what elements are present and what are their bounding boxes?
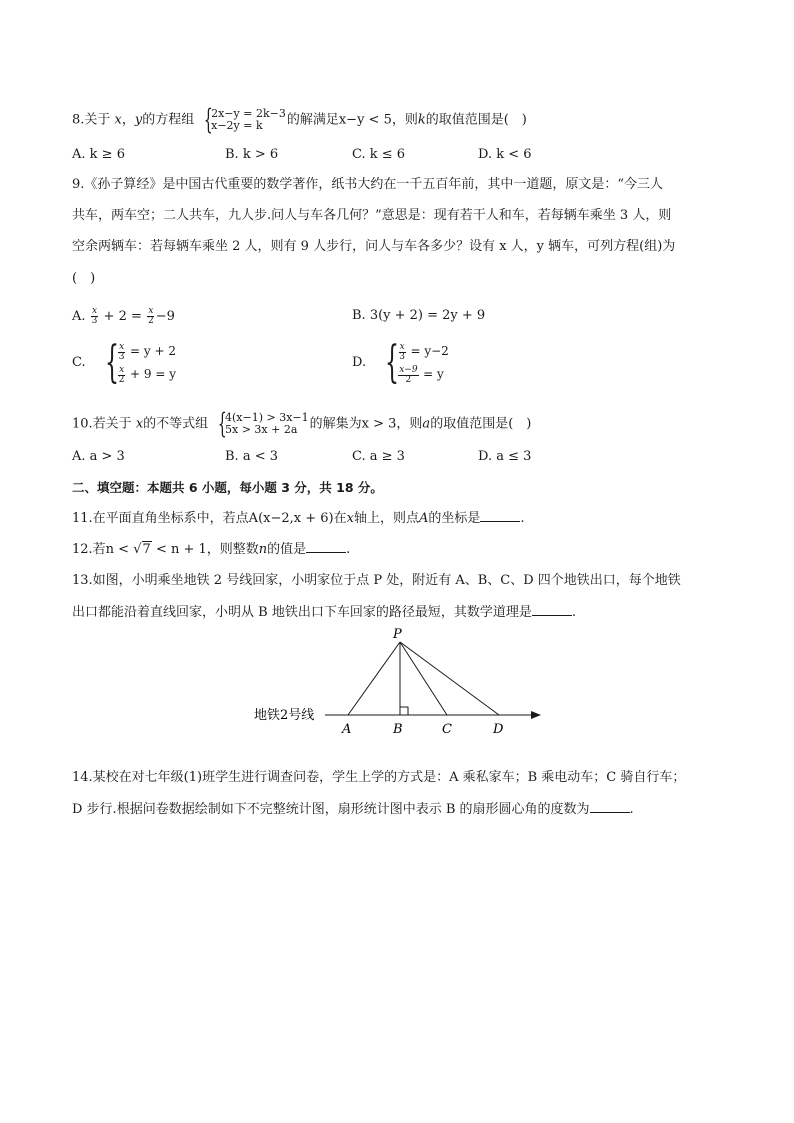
- figure-point-c: C: [442, 722, 452, 737]
- q13-line1: 13.如图，小明乘坐地铁 2 号线回家，小明家位于点 P 处，附近有 A、B、C、D 四个地铁出口，每个地铁: [72, 573, 681, 588]
- section-heading-fill-in: 二、填空题：本题共 6 小题，每小题 3 分，共 18 分。: [72, 480, 383, 495]
- q10-prefix: 10.若关于: [72, 416, 132, 432]
- q13-line2: 出口都能沿着直线回家，小明从 B 地铁出口下车回家的路径最短，其数学道理是 .: [72, 605, 576, 620]
- q12-suffix: 的值是: [267, 542, 307, 557]
- q14-line2-text: D 步行.根据问卷数据绘制如下不完整统计图，扇形统计图中表示 B 的扇形圆心角的度数为: [72, 802, 590, 817]
- q8-suffix2: 的取值范围是( ): [425, 112, 527, 128]
- q10-inequality-system: { 4(x−1) > 3x−1 5x > 3x + 2a: [218, 407, 309, 440]
- q8-var-k: k: [417, 112, 426, 128]
- q13-line2-text: 出口都能沿着直线回家，小明从 B 地铁出口下车回家的路径最短，其数学道理是: [72, 605, 532, 620]
- question-11: 11.在平面直角坐标系中，若点A(x−2,x + 6)在x轴上，则点A的坐标是 .: [72, 511, 525, 526]
- q10-var-x: x: [135, 416, 144, 432]
- q10-eq2: 5x > 3x + 2a: [225, 423, 298, 436]
- q9-choice-a-label: A.: [72, 309, 86, 324]
- q9-choice-d-label: D.: [352, 355, 367, 370]
- q14-line2: D 步行.根据问卷数据绘制如下不完整统计图，扇形统计图中表示 B 的扇形圆心角的度数为 .: [72, 802, 634, 817]
- figure-point-p: P: [393, 627, 402, 642]
- q10-choice-c: C. a ≥ 3: [352, 449, 405, 464]
- q12-sqrt: √7: [133, 542, 151, 557]
- q8-eq1: 2x−y = 2k−3: [211, 107, 286, 120]
- q8-choice-c: C. k ≤ 6: [352, 147, 406, 162]
- q11-suffix: 的坐标是: [428, 511, 481, 526]
- q8-equation-system: { 2x−y = 2k−3 x−2y = k: [204, 103, 286, 136]
- q11-prefix: 11.在平面直角坐标系中，若点A(x−2,x + 6)在: [72, 511, 347, 526]
- q9-c-system: { $\frac{x}{3}$ = y + 2 $\frac{x}{2}$ + 9 = y: [104, 337, 176, 388]
- q8-choice-b: B. k > 6: [225, 147, 279, 162]
- q10-choice-b: B. a < 3: [225, 449, 278, 464]
- q12-prefix: 12.若n <: [72, 542, 130, 557]
- q8-choice-d: D. k < 6: [478, 147, 532, 162]
- q9-a-frac2: $\frac{x}{2}$: [148, 306, 154, 326]
- q11-var-x: x: [346, 511, 354, 526]
- q10-var-a: a: [422, 416, 431, 432]
- q12-var-n: n: [258, 542, 268, 557]
- q10-eq1: 4(x−1) > 3x−1: [225, 411, 309, 424]
- q14-answer-blank[interactable]: [590, 800, 630, 813]
- q8-var-y: y: [134, 112, 143, 128]
- q10-suffix1: 的解集为x > 3，则: [309, 416, 423, 432]
- right-angle-mark: [400, 707, 408, 715]
- q9-line3: 空余两辆车：若每辆车乘坐 2 人，则有 9 人步行，问人与车各多少？设有 x 人，y 辆车，可列方程(组)为: [72, 239, 676, 254]
- q9-choice-b: B. 3(y + 2) = 2y + 9: [352, 308, 486, 323]
- q9-line4: ( ): [72, 271, 96, 286]
- q10-mid: 的不等式组: [143, 416, 209, 432]
- q8-prefix: 8.关于: [72, 112, 111, 128]
- q8-eq2: x−2y = k: [211, 119, 263, 132]
- figure-point-d: D: [493, 722, 504, 737]
- q10-suffix2: 的取值范围是( ): [430, 416, 532, 432]
- figure-point-a: A: [342, 722, 352, 737]
- q11-var-a: A: [418, 511, 429, 526]
- arrow-head-icon: [531, 711, 541, 719]
- q8-var-x: x: [114, 112, 122, 128]
- segment-pa: [348, 642, 400, 715]
- question-12: 12.若n < √7 < n + 1，则整数n的值是 .: [72, 542, 351, 557]
- q14-line1: 14.某校在对七年级(1)班学生进行调查问卷，学生上学的方式是：A 乘私家车；B 乘电动车；C 骑自行车；: [72, 770, 686, 785]
- figure-line-label: 地铁2号线: [254, 708, 315, 723]
- segment-pd: [400, 642, 499, 715]
- figure-point-b: B: [393, 722, 403, 737]
- q10-choice-d: D. a ≤ 3: [478, 449, 532, 464]
- q9-line1: 9.《孙子算经》是中国古代重要的数学著作，纸书大约在一千五百年前，其中一道题，原文是：“今三人: [72, 177, 664, 192]
- q8-sep: ，: [121, 112, 135, 128]
- q9-a-mid: + 2 =: [103, 309, 142, 324]
- q12-mid: < n + 1，则整数: [155, 542, 259, 557]
- q8-mid: 的方程组: [142, 112, 195, 128]
- q8-choice-a: A. k ≥ 6: [72, 147, 125, 162]
- q11-mid: 轴上，则点: [353, 511, 419, 526]
- q8-suffix1: 的解满足x−y < 5，则: [286, 112, 418, 128]
- segment-pc: [400, 642, 447, 715]
- q9-d-system: { $\frac{x}{3}$ = y−2 $\frac{x-9}{2}$ = y: [385, 337, 449, 388]
- q9-a-end: −9: [155, 309, 175, 324]
- q10-choice-a: A. a > 3: [72, 449, 125, 464]
- q9-line2: 共车，两车空；二人共车，九人步.问人与车各几何？”意思是：现有若干人和车，若每辆车乘坐 3 人，则: [72, 208, 672, 223]
- q9-a-frac1: $\frac{x}{3}$: [91, 306, 98, 326]
- q9-choice-c-label: C.: [72, 355, 86, 370]
